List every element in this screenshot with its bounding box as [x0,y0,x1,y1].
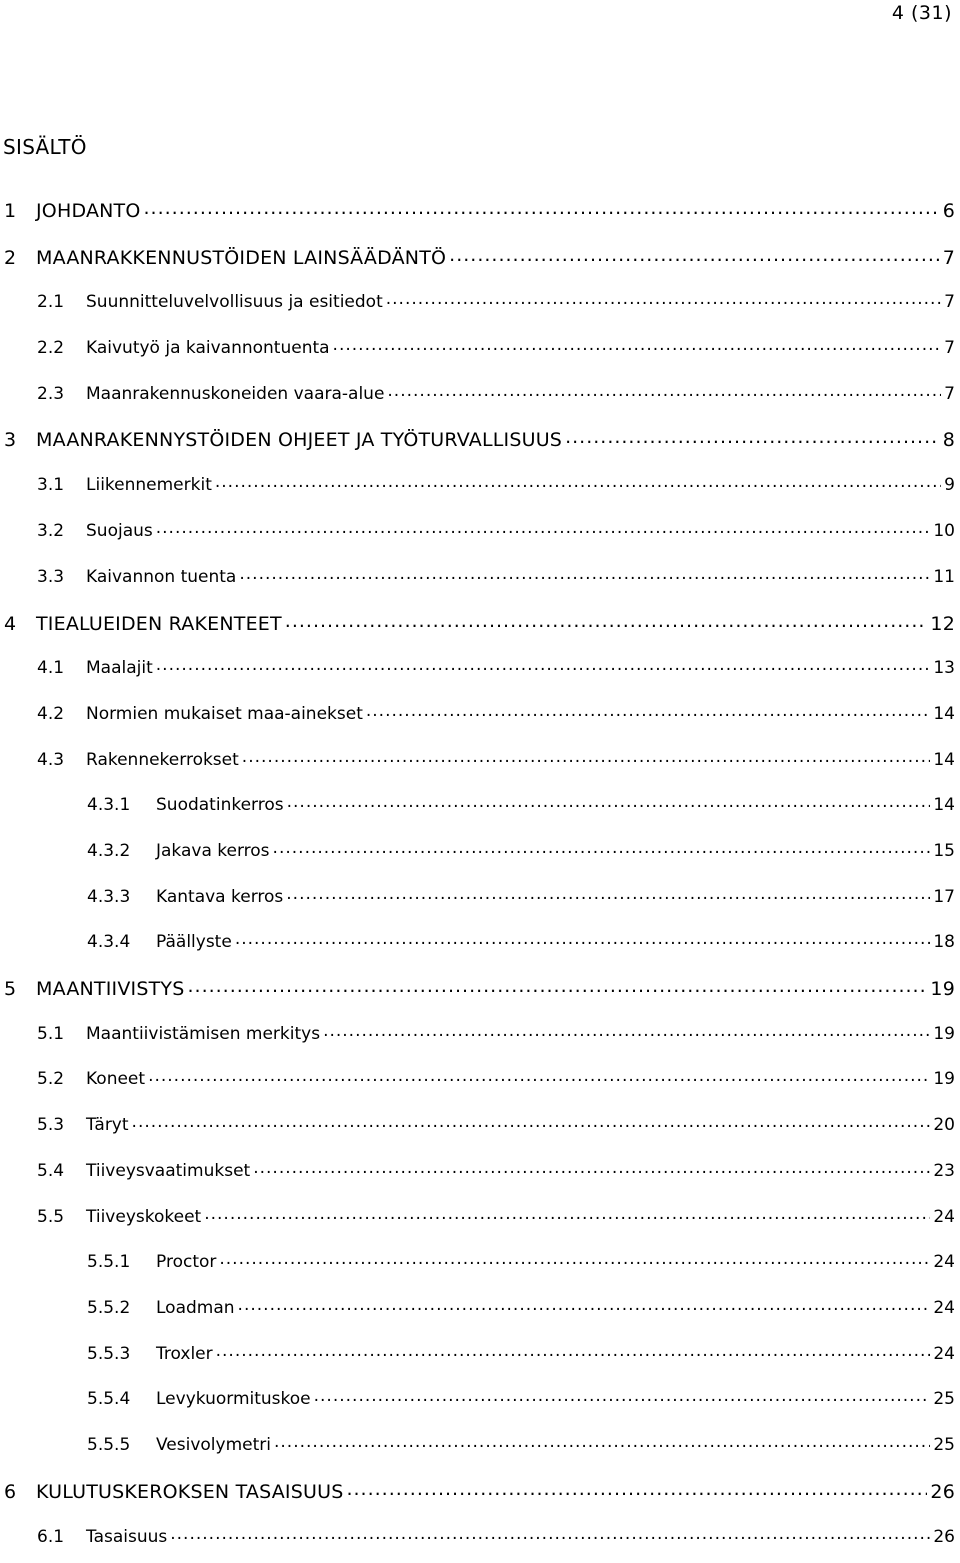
toc-entry-number: 4.2 [37,704,65,724]
toc-entry-number: 4.1 [37,658,65,678]
toc-dot-leader [238,1296,931,1313]
toc-entry-number: 3.3 [37,567,65,587]
toc-entry-label: Levykuormituskoe [156,1389,311,1409]
toc-entry-label: KULUTUSKEROKSEN TASAISUUS [36,1481,344,1503]
toc-entry[interactable] [0,1022,955,1048]
toc-entry-number: 5.2 [37,1069,65,1089]
toc-entry-page: 7 [942,247,955,269]
toc-entry[interactable] [0,611,955,637]
toc-dot-leader [333,336,942,353]
toc-entry[interactable] [0,656,955,682]
toc-dot-leader [387,382,941,399]
toc-entry-number: 3.2 [37,521,65,541]
toc-dot-leader [132,1113,931,1130]
toc-entry-page: 9 [944,475,955,495]
toc-entry[interactable] [0,245,955,271]
toc-dot-leader [366,702,930,719]
toc-entry-number: 4.3 [37,750,65,770]
toc-dot-leader [219,1250,930,1267]
toc-entry[interactable] [0,473,955,499]
toc-entry-label: Täryt [86,1115,129,1135]
toc-entry-number: 5 [4,978,17,1000]
toc-entry-number: 3 [4,429,17,451]
toc-entry-number: 5.5.3 [87,1344,131,1364]
toc-entry-page: 6 [942,200,955,222]
toc-entry-label: Tiiveysvaatimukset [86,1161,251,1181]
toc-entry-label: Kantava kerros [156,887,284,907]
toc-entry-page: 18 [933,932,955,952]
toc-entry-label: MAANTIIVISTYS [36,978,185,1000]
toc-entry-page: 25 [933,1389,955,1409]
toc-entry-label: Rakennekerrokset [86,750,239,770]
toc-entry-number: 6 [4,1481,17,1503]
toc-dot-leader [148,1067,930,1084]
toc-dot-leader [216,1342,931,1359]
toc-entry-page: 24 [933,1344,955,1364]
toc-entry-page: 24 [933,1207,955,1227]
toc-entry-label: Päällyste [156,932,232,952]
toc-entry-label: Kaivannon tuenta [86,567,237,587]
toc-entry-page: 20 [933,1115,955,1135]
toc-entry-page: 25 [933,1435,955,1455]
toc-entry[interactable] [0,1250,955,1276]
toc-dot-leader [156,519,931,536]
toc-entry[interactable] [0,1433,955,1459]
toc-entry[interactable] [0,1067,955,1093]
toc-entry-label: Loadman [156,1298,235,1318]
toc-entry-label: Vesivolymetri [156,1435,271,1455]
toc-dot-leader [386,290,941,307]
toc-entry[interactable] [0,382,955,408]
toc-entry-page: 26 [933,1527,955,1547]
toc-entry-label: Troxler [156,1344,213,1364]
toc-entry-label: MAANRAKENNYSTÖIDEN OHJEET JA TYÖTURVALLISUUS [36,429,563,451]
toc-entry[interactable] [0,930,955,956]
toc-dot-leader [242,748,931,765]
toc-entry-label: Suunnitteluvelvollisuus ja esitiedot [86,292,383,312]
toc-entry-page: 15 [933,841,955,861]
toc-entry[interactable] [0,1479,955,1505]
toc-entry-number: 5.5.4 [87,1389,131,1409]
toc-entry[interactable] [0,1296,955,1322]
toc-entry-number: 1 [4,200,17,222]
toc-dot-leader [156,656,931,673]
toc-dot-leader [314,1387,931,1404]
toc-entry-number: 5.3 [37,1115,65,1135]
toc-entry-page: 14 [933,704,955,724]
toc-entry-label: Maalajit [86,658,153,678]
toc-entry[interactable] [0,1205,955,1231]
toc-entry-page: 19 [930,978,955,1000]
toc-entry-page: 14 [933,750,955,770]
toc-entry-page: 24 [933,1252,955,1272]
toc-dot-leader [239,565,930,582]
toc-entry-page: 14 [933,795,955,815]
toc-entry-page: 7 [944,384,955,404]
toc-entry-label: Tasaisuus [86,1527,168,1547]
toc-entry[interactable] [0,885,955,911]
toc-entry-number: 5.4 [37,1161,65,1181]
toc-entry-label: Tiiveyskokeet [86,1207,202,1227]
toc-entry-number: 4.3.1 [87,795,131,815]
toc-entry[interactable] [0,702,955,728]
toc-entry-label: Maanrakennuskoneiden vaara-alue [86,384,385,404]
toc-entry-number: 2.2 [37,338,65,358]
toc-entry[interactable] [0,290,955,316]
toc-entry-number: 4.3.3 [87,887,131,907]
toc-entry-label: Liikennemerkit [86,475,212,495]
toc-entry-number: 2.3 [37,384,65,404]
toc-entry-page: 19 [933,1024,955,1044]
toc-dot-leader [346,1479,927,1498]
toc-entry[interactable] [0,839,955,865]
toc-entry-number: 2.1 [37,292,65,312]
toc-entry[interactable] [0,427,955,453]
toc-entry-number: 4 [4,613,17,635]
toc-entry-label: Kaivutyö ja kaivannontuenta [86,338,330,358]
toc-dot-leader [286,885,930,902]
toc-entry-page: 7 [944,292,955,312]
toc-entry-number: 4.3.2 [87,841,131,861]
toc-dot-leader [565,427,940,446]
toc-dot-leader [285,611,928,630]
toc-entry-number: 2 [4,247,17,269]
toc-entry[interactable] [0,198,955,224]
toc-entry-number: 5.5 [37,1207,65,1227]
toc-entry[interactable] [0,793,955,819]
toc-entry[interactable] [0,976,955,1002]
toc-dot-leader [274,1433,930,1450]
page-number: 4 (31) [891,2,952,24]
toc-dot-leader [187,976,927,995]
toc-dot-leader [204,1205,930,1222]
toc-entry-page: 8 [942,429,955,451]
toc-entry[interactable] [0,565,955,591]
toc-entry-number: 3.1 [37,475,65,495]
toc-entry-number: 5.5.5 [87,1435,131,1455]
toc-entry-page: 17 [933,887,955,907]
toc-dot-leader [144,198,940,217]
toc-entry-number: 5.5.1 [87,1252,131,1272]
toc-entry-label: Normien mukaiset maa-ainekset [86,704,363,724]
toc-entry-label: Proctor [156,1252,217,1272]
toc-entry[interactable] [0,519,955,545]
toc-entry-number: 6.1 [37,1527,65,1547]
toc-dot-leader [235,930,931,947]
toc-entry-page: 23 [933,1161,955,1181]
toc-entry-number: 5.5.2 [87,1298,131,1318]
toc-entry-page: 11 [933,567,955,587]
toc-entry[interactable] [0,748,955,774]
toc-entry-number: 4.3.4 [87,932,131,952]
toc-entry-page: 19 [933,1069,955,1089]
toc-dot-leader [323,1022,930,1039]
toc-dot-leader [273,839,931,856]
toc-entry-label: Jakava kerros [156,841,270,861]
toc-entry-label: Suojaus [86,521,153,541]
toc-entry-page: 13 [933,658,955,678]
toc-entry[interactable] [0,1113,955,1139]
toc-entry-label: Suodatinkerros [156,795,284,815]
toc-entry-page: 7 [944,338,955,358]
toc-dot-leader [449,245,940,264]
toc-dot-leader [253,1159,930,1176]
toc-entry[interactable] [0,1342,955,1368]
toc-entry[interactable] [0,1387,955,1413]
toc-title: SISÄLTÖ [3,135,87,159]
toc-entry-page: 24 [933,1298,955,1318]
toc-entry-label: Maantiivistämisen merkitys [86,1024,321,1044]
toc-dot-leader [215,473,941,490]
toc-entry-label: TIEALUEIDEN RAKENTEET [36,613,282,635]
toc-entry-label: MAANRAKKENNUSTÖIDEN LAINSÄÄDÄNTÖ [36,247,447,269]
toc-entry[interactable] [0,336,955,362]
toc-entry-label: Koneet [86,1069,146,1089]
toc-dot-leader [287,793,931,810]
toc-dot-leader [170,1525,930,1542]
toc-entry-label: JOHDANTO [36,200,141,222]
toc-entry[interactable] [0,1525,955,1551]
toc-entry-number: 5.1 [37,1024,65,1044]
toc-entry-page: 12 [930,613,955,635]
toc-entry-page: 10 [933,521,955,541]
toc-entry[interactable] [0,1159,955,1185]
toc-entry-page: 26 [930,1481,955,1503]
